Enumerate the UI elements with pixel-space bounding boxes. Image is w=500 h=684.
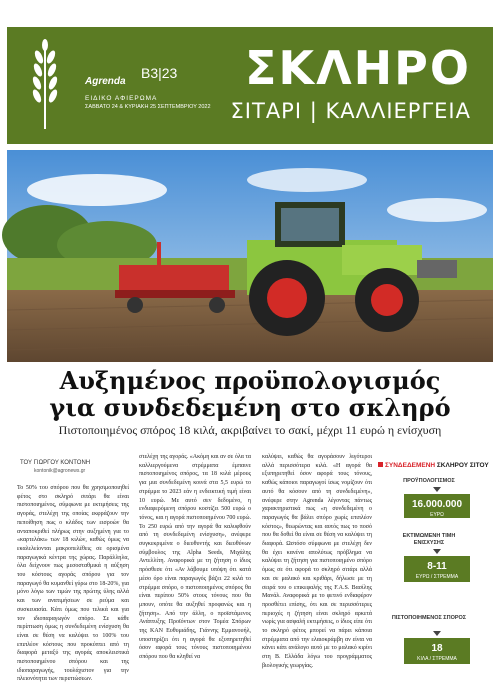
author-name: ΓΙΩΡΓΟΥ ΚΟΝΤΟΝΗ [33, 460, 91, 466]
body-column-2: στελέχη της αγοράς. «Ακόμη και αν σε όλα τα καλλιεργούμενα στρέμματα έμπαινε πιστοποιημένος σπόρος, τα 18 κιλά μέρους για μια συνδεδεμένη κοινά στα 5,5 ευρώ το στρέμμα το 2023 εάν η ενδεικτική τιμή είναι 10 ευρώ. Με αυτό σεν δεδομένο, η ενδιαφερόμενη σπόρου κοστίζει 500 ευρώ ο τόνος, και η αγορά πιστοποιημένου 700 ευρώ. Το 250 ευρώ από την αγορά θα καλυφθούν από τη συνδεδεμένη ενίσχυση», ανέφερε συγκεκριμένα ο διευθυντής και διευθύνων σύμβουλος της Alpha Seeds, Μιχάλης Αντελλίτη. Αναφορικά με τη ζήτηση ο ίδιος πρόσθεσε ότι «Αν λάβουμε υπόψη ότι κατά μέσο όρο είναι παραγωγός βάζει 22 κιλά το στρέμμα σπόρο, ο πιστοποιημένος σπόρος θα είναι περίπου 50% στους τόνους που θα μπουν, οπότε θα αυξηθεί προφανώς και η ζήτηση». Από την άλλη, ο προϊστάμενος Ανάπτυξης Προϊόντων στον Τομέα Σπόρων της ΚΑΝ Ευθυμιάδης, Γιάννης Εμμανουήλ, υποστηρίζει ότι η αγορά θα εξυπηρετηθεί όσον αφορά τους τόνους πιστοποιημένου σπόρου που θα κληθεί να [139, 454, 251, 661]
subheadline: Πιστοποιημένος σπόρος 18 κιλά, ακριβαίνει το σακί, μέχρι 11 ευρώ η ενίσχυση [58, 423, 442, 437]
seed-label: ΠΙΣΤΟΠΟΙΗΜΕΝΟΣ ΣΠΟΡΟΣ [391, 615, 467, 621]
seed-value: 18 [431, 643, 443, 654]
issue-date: ΣΑΒΒΑΤΟ 24 & ΚΥΡΙΑΚΗ 25 ΣΕΠΤΕΜΒΡΙΟΥ 2022 [85, 104, 211, 110]
aid-label: ΕΚΤΙΜΩΜΕΝΗ ΤΙΜΗ ΕΝΙΣΧΥΣΗΣ [402, 533, 456, 546]
special-edition-label: ΕΙΔΙΚΟ ΑΦΙΕΡΩΜΑ [85, 95, 158, 102]
sidebar-title-highlight: ΣΥΝΔΕΔΕΜΕΝΗ [385, 462, 436, 469]
wheat-icon [25, 39, 65, 131]
body-column-3: καλύψει, καθώς θα αγοράσουν λιγότεροι αλλά περισσότερα κιλά. «Η αγορά θα εξυπηρετηθεί όσον αφορά τους τόνους, καθώς κάποιοι παραγωγοί ίσως νομίζουν ότι αυτό θα κόσουν από τη συνδεδεμένη», ανέφερε στην Agrenda λέγοντας πάντως χαρακτηριστικά πως «η συνδεδεμένη ο παραγωγός θα βάλει σπόρο χωρίς επιπλέον κόστος», θεωρώντας και αυτός πως το ποσό που θα δοθεί θα είναι σε θέση να καλύψει τη διαφορά. Ωστόσο σύμφωνα με στελέχη δεν θα έχει κανένα απολύτως πρόβλημα να καλύψει τη ζήτηση για πιστοποιημένο σπόρο όμως σε ότι αφορά το σκληρό σιτάρι αλλά και σε μαλακό και κριθάρι, δήλωσε με τη σειρά του ο επικεφαλής της F.A.S. Βασίλης Μανάλ. Αναφορικά με το φετινό ενδιαφέρον προσθέτει επίσης, ότι και σε περισσότερες περιοχές η ζήτηση είναι σκληρό αρκετά νωρίς για ασφαλή εκτιμήσεις, ο ίδιος είπε ότι το σκληρό φέτος μπορεί να πάρει κάποια στρέμματα από την ελαιοκράμβη αν είναι να κάνει κάτι ανάλογο αυτό με το μαλακό κιρίνι στη Β. Ελλάδα λόγω του προγράμματος βιολογικής γεωργίας. [262, 454, 372, 669]
section-subtitle: ΣΙΤΑΡΙ | ΚΑΛΛΙΕΡΓΕΙΑ [230, 99, 471, 123]
arrow-down-icon [433, 631, 441, 636]
seed-unit: ΚΙΛΑ / ΣΤΡΕΜΜΑ [417, 656, 457, 662]
headline [0, 367, 500, 421]
header-band [7, 27, 493, 144]
brand-block [85, 65, 211, 110]
author-email: kontonik@agronews.gr [34, 468, 86, 474]
byline-prefix: ΤΟΥ [20, 460, 32, 466]
budget-value: 16.000.000 [411, 499, 463, 510]
byline [20, 460, 91, 474]
arrow-down-icon [433, 487, 441, 492]
issue-number: B3|23 [141, 65, 178, 81]
headline-line-1: Αυξημένος προϋπολογισμός [59, 366, 441, 395]
agrenda-logo: Agrenda [85, 76, 126, 87]
aid-unit: ΕΥΡΩ / ΣΤΡΕΜΜΑ [415, 574, 459, 580]
aid-value: 8-11 [427, 561, 447, 572]
budget-unit: ΕΥΡΩ [430, 512, 444, 518]
tractor-photo [7, 150, 493, 362]
body-column-1: Το 50% του σπόρου που θα χρησιμοποιηθεί φέτος στο σκληρό σιτάρι θα είναι πιστοποιημένος, σύμφωνα με εκτιμήσεις της αγοράς, στελέχη της οποίας εκφράζουν την πεποίθηση πως ο κλάδος των εισροών θα ανταποκριθεί πλήρως στην αυξημένη για το «καρτελάκι» των 18 κιλών, καθώς όμως να εκαλελείονται μακροπελέθεις σε ορισμένα παραγωγικά κέντρα της χώρας. Παράλληλα, όλα δείχνουν πως μεσοσταθμικά η αύξηση του κόστους αγοράς σπόρου για τον παραγωγό θα κυμανθεί γύρω στο 18-20%, για μόνο λόγω των τιμών της πρώτης ύλης αλλά και των ανατιμήσεων σε ρεύμα και συσκευασία. Κάτι όμως που τελικά και για τον ιδιοπαραγωγόν σπόρο. Σε κάθε περίπτωση όμως η συνδεδεμένη ενίσχυση θα είναι σε θέση να καλύψει το 100% του επιπλέον κόστους που προκύπτει από τη διαφορά μεταξύ της αγοράς αποκλειστικά πιστοποιημένου σπόρου και της ιδιοπαραγωγής, τουλάχιστον για την πλειονότητα των περιπτώσεων. [17, 485, 129, 683]
seed-box [404, 638, 470, 664]
budget-box [404, 494, 470, 518]
sidebar-title [378, 462, 498, 469]
section-title: ΣΚΛΗΡΟ [245, 41, 471, 95]
red-square-icon [378, 462, 383, 467]
headline-line-2: για συνδεδεμένη στο σκληρό [49, 393, 451, 422]
aid-box [404, 556, 470, 582]
arrow-down-icon [433, 549, 441, 554]
sidebar-title-rest: ΣΚΛΗΡΟΥ ΣΙΤΟΥ [436, 462, 489, 469]
budget-label: ΠΡΟΫΠΟΛΟΓΙΣΜΟΣ [403, 478, 455, 484]
